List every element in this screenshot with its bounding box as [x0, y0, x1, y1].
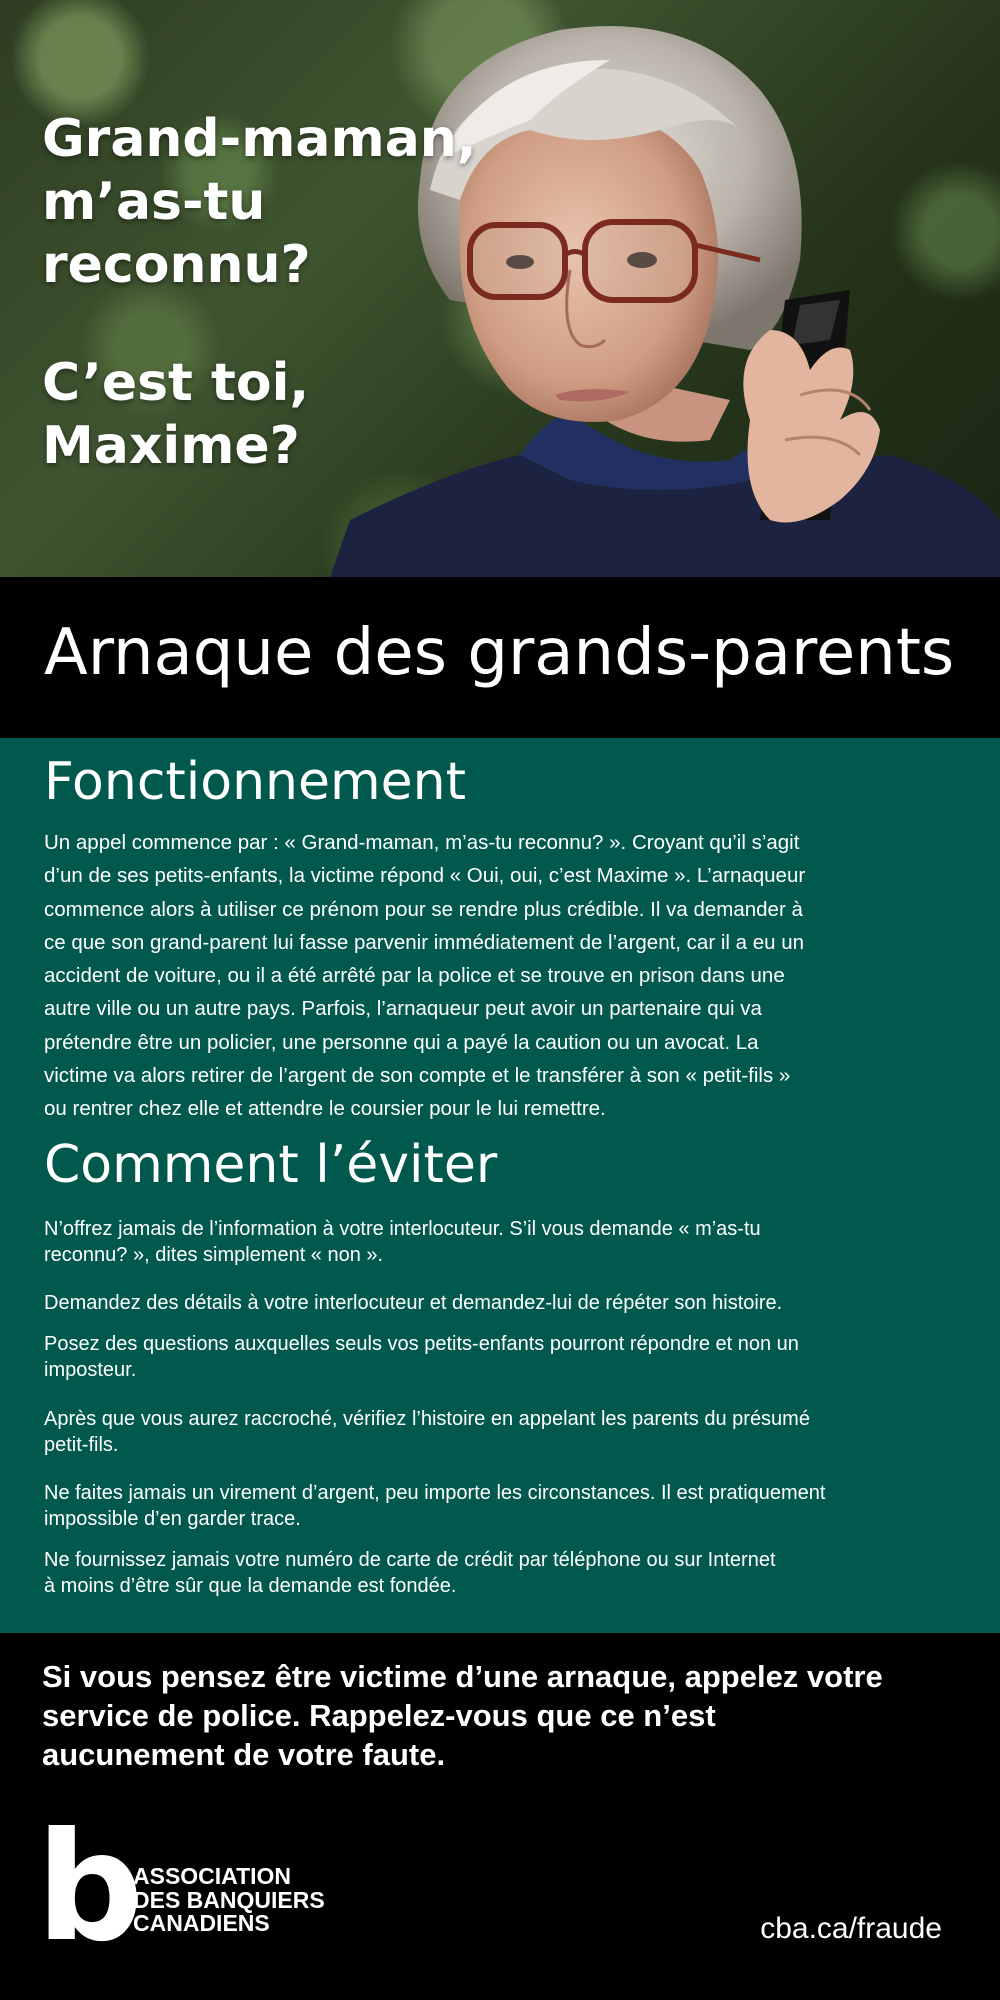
page-title: Arnaque des grands-parents	[44, 616, 955, 690]
tip-line: Demandez des détails à votre interlocuteur et demandez-lui de répéter son histoire.	[44, 1292, 783, 1314]
hero-question-line: Grand-maman,	[42, 109, 477, 169]
hero-question-line: m’as-tu	[42, 172, 266, 232]
wordmark-line: ASSOCIATION	[133, 1863, 292, 1889]
cba-logo-icon	[36, 1801, 144, 1975]
tip-line: à moins d’être sûr que la demande est fondée.	[44, 1575, 457, 1597]
tip-line: Ne faites jamais un virement d’argent, peu importe les circonstances. Il est pratiquement	[44, 1482, 826, 1504]
info-section	[0, 738, 1000, 1633]
paragraph-line: ce que son grand-parent lui fasse parvenir immédiatement de l’argent, car il a eu un	[44, 930, 805, 954]
hero-answer-line: Maxime?	[42, 416, 300, 476]
how-it-works-paragraph	[44, 826, 964, 1126]
cta-line: service de police. Rappelez-vous que ce n’est	[42, 1698, 716, 1733]
tip-line: Après que vous aurez raccroché, vérifiez l’histoire en appelant les parents du présumé	[44, 1408, 810, 1430]
wordmark-line: DES BANQUIERS	[133, 1886, 325, 1913]
tip-line: petit-fils.	[44, 1434, 119, 1456]
tip-item	[44, 1216, 974, 1268]
paragraph-line: commence alors à utiliser ce prénom pour se rendre plus crédible. Il va demander à	[44, 897, 803, 921]
tip-line: imposteur.	[44, 1359, 137, 1381]
tip-line: Ne fournissez jamais votre numéro de carte de crédit par téléphone ou sur Internet	[44, 1549, 776, 1571]
paragraph-line: victime va alors retirer de l’argent de son compte et le transférer à son « petit-fils »	[44, 1064, 791, 1088]
hero-question-line: reconnu?	[42, 235, 311, 295]
hero-banner	[0, 0, 1000, 577]
call-to-action	[42, 1657, 962, 1774]
website-link[interactable]: cba.ca/fraude	[760, 1912, 942, 1945]
hero-answer	[42, 352, 512, 478]
tip-line: Posez des questions auxquelles seuls vos petits-enfants pourront répondre et non un	[44, 1333, 799, 1355]
tip-line: impossible d’en garder trace.	[44, 1508, 301, 1530]
tip-line: N’offrez jamais de l’information à votre interlocuteur. S’il vous demande « m’as-tu	[44, 1218, 761, 1240]
cba-wordmark	[133, 1865, 325, 1936]
how-to-avoid-heading: Comment l’éviter	[44, 1135, 498, 1195]
tip-item	[44, 1480, 974, 1532]
tip-item	[44, 1406, 974, 1458]
hero-answer-line: C’est toi,	[42, 353, 310, 413]
tip-item	[44, 1547, 974, 1599]
paragraph-line: ou rentrer chez elle et attendre le coursier pour le lui remettre.	[44, 1097, 606, 1121]
tip-line: reconnu? », dites simplement « non ».	[44, 1244, 384, 1266]
paragraph-line: autre ville ou un autre pays. Parfois, l’arnaqueur peut avoir un partenaire qui va	[44, 997, 762, 1021]
hero-headline	[42, 108, 512, 478]
how-it-works-heading: Fonctionnement	[44, 752, 466, 812]
tip-item	[44, 1331, 974, 1383]
title-band	[0, 577, 1000, 738]
logo-letter: b	[36, 1801, 144, 1975]
footer	[0, 1633, 1000, 2000]
paragraph-line: prétendre être un policier, une personne qui a payé la caution ou un avocat. La	[44, 1030, 759, 1054]
cta-line: Si vous pensez être victime d’une arnaque, appelez votre	[42, 1659, 883, 1694]
paragraph-line: d’un de ses petits-enfants, la victime répond « Oui, oui, c’est Maxime ». L’arnaqueur	[44, 864, 806, 888]
paragraph-line: accident de voiture, ou il a été arrêté par la police et se trouve en prison dans une	[44, 964, 785, 988]
paragraph-line: Un appel commence par : « Grand-maman, m’as-tu reconnu? ». Croyant qu’il s’agit	[44, 831, 800, 854]
hero-question	[42, 108, 512, 297]
wordmark-line: CANADIENS	[133, 1910, 270, 1936]
cta-line: aucunement de votre faute.	[42, 1737, 446, 1772]
tip-item	[44, 1290, 974, 1316]
